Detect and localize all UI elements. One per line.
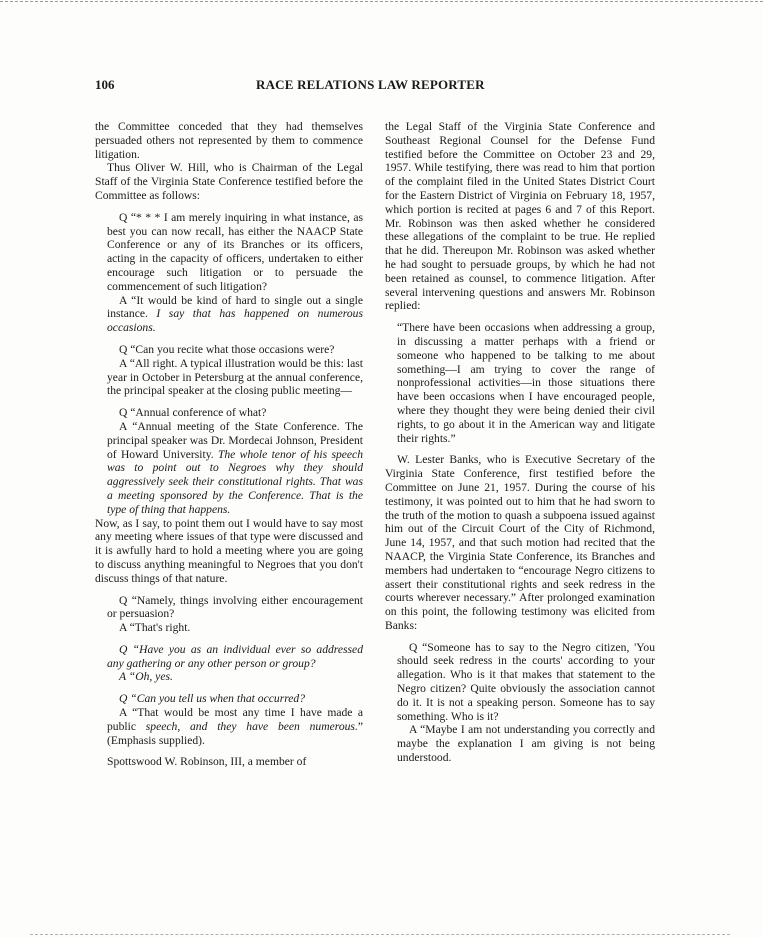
question: Q “Namely, things involving either encouragement or persuasion? <box>107 593 363 621</box>
question: Q “Can you recite what those occasions were? <box>119 342 335 356</box>
paragraph: Spottswood W. Robinson, III, a member of <box>107 755 307 769</box>
answer: A “That would be most any time I have made a public speech, and they have been numerous.” (Emphasis supplied). <box>107 706 363 747</box>
paragraph: Thus Oliver W. Hill, who is Chairman of the Legal Staff of the Virginia State Conference testified before the Committee as follows: <box>95 161 363 202</box>
running-header: RACE RELATIONS LAW REPORTER <box>256 77 485 92</box>
question: Q “Someone has to say to the Negro citizen, 'You should seek redress in the courts' according to your allegation. Who is it that makes that statement to the Negro citizen? Quite obviously the association cannot do it. It is not a speaking person. Someone has to say something. Who is it? <box>397 640 655 723</box>
question: Q “Annual conference of what? <box>119 406 267 420</box>
right-column <box>385 120 655 765</box>
answer: A “All right. A typical illustration would be this: last year in October in Petersburg at the annual conference, the principal speaker at the closing public meeting— <box>107 356 363 398</box>
question: Q “Have you as an individual ever so addressed any gathering or any other person or group? <box>107 642 363 670</box>
answer-continued: Now, as I say, to point them out I would have to say most any meeting where issues of that type were discussed and it is awfully hard to hold a meeting where you are going to discuss anything meaningful to Negroes that you don't discuss things of that nature. <box>95 516 363 585</box>
answer: A “Oh, yes. <box>119 670 173 684</box>
answer: A “Maybe I am not understanding you correctly and maybe the explanation I am giving is not being understood. <box>397 723 655 765</box>
top-page-edge <box>0 1 763 2</box>
answer: A “It would be kind of hard to single out a single instance. I say that has happened on numerous occasions. <box>107 293 363 335</box>
block-quote: “There have been occasions when addressing a group, in discussing a matter perhaps with a friend or someone who happened to be talking to me about something—I am trying to cover the range of nonprofessional activities—in those situations there have been occasions when I have encouraged people, where they thought they were being denied their civil rights, to go about it in the American way and litigate their rights.” <box>397 321 655 445</box>
question: Q “* * * I am merely inquiring in what instance, as best you can now recall, has either the NAACP State Conference or any of its Branches or its officers, acting in the capacity of officers, undertaken to either encourage such litigation or to persuade the commencement of such litigation? <box>107 210 363 293</box>
paragraph: W. Lester Banks, who is Executive Secretary of the Virginia State Conference, first testified before the Committee on June 21, 1957. During the course of his testimony, it was pointed out to him that he had sworn to the truth of the motion to quash a subpoena issued against him out of the Circuit Court of the City of Richmond, June 14, 1957, and that such motion had recited that the NAACP, the Virginia State Conference, its Branches and members had undertaken to “encourage Negro citizens to assert their constitutional rights and seek redress in the courts wherever necessary.” After prolonged examination on this point, the following testimony was elicited from Banks: <box>385 453 655 632</box>
question: Q “Can you tell us when that occurred? <box>119 692 306 706</box>
left-column <box>95 120 363 769</box>
answer: A “Annual meeting of the State Conference. The principal speaker was Dr. Mordecai Johnson, President of Howard University. The whole tenor of his speech was to point out to Negroes why they should aggressively seek their constitutional rights. That was a meeting sponsored by the Conference. That is the type of thing that happens. <box>107 419 363 516</box>
answer: A “That's right. <box>119 621 191 635</box>
bottom-page-edge <box>30 934 730 935</box>
page-number: 106 <box>95 77 115 92</box>
paragraph: the Committee conceded that they had themselves persuaded others not represented by them to commence litigation. <box>95 120 363 161</box>
paragraph: the Legal Staff of the Virginia State Conference and Southeast Regional Counsel for the Defense Fund testified before the Committee on October 23 and 29, 1957. While testifying, there was read to him that portion of the complaint filed in the United States District Court for the Eastern District of Virginia on February 18, 1957, which portion is recited at pages 6 and 7 of this Report. Mr. Robinson was then asked whether he considered these allegations of the complaint to be true. He replied that he did. Thereupon Mr. Robinson was asked whether he had sought to persuade groups, by which he had not been retained as counsel, to commence litigation. After several intervening questions and answers Mr. Robinson replied: <box>385 120 655 313</box>
